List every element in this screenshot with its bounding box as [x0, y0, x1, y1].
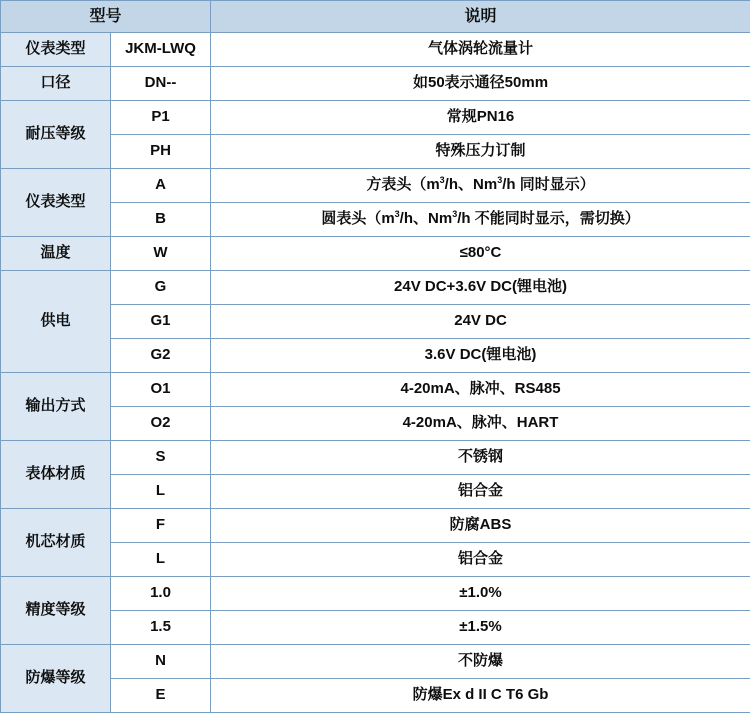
row-description: 3.6V DC(锂电池) — [211, 339, 750, 373]
table-row — [1, 577, 750, 611]
row-label: 表体材质 — [1, 441, 111, 509]
row-label: 耐压等级 — [1, 101, 111, 169]
row-label: 供电 — [1, 271, 111, 373]
row-code: O1 — [111, 373, 211, 407]
row-description: 圆表头（$m^3/h$、Nm$^3$/h 不能同时显示，需切换） — [211, 203, 750, 237]
row-code: 1.5 — [111, 611, 211, 645]
row-description: ±1.5% — [211, 611, 750, 645]
row-description: ±1.0% — [211, 577, 750, 611]
row-code: DN-- — [111, 67, 211, 101]
table-row — [1, 645, 750, 679]
row-label: 精度等级 — [1, 577, 111, 645]
table-row — [1, 441, 750, 475]
table-row — [1, 509, 750, 543]
table-row — [1, 33, 750, 67]
table-row — [1, 543, 750, 577]
row-label: 仪表类型 — [1, 33, 111, 67]
row-code: E — [111, 679, 211, 713]
table-row — [1, 101, 750, 135]
row-code: A — [111, 169, 211, 203]
table-row — [1, 611, 750, 645]
row-description: 4-20mA、脉冲、RS485 — [211, 373, 750, 407]
table-row — [1, 679, 750, 713]
row-description: 防腐ABS — [211, 509, 750, 543]
table-row — [1, 203, 750, 237]
table-row — [1, 373, 750, 407]
table-header-row — [1, 1, 750, 33]
row-description: 铝合金 — [211, 543, 750, 577]
row-label: 温度 — [1, 237, 111, 271]
row-description: 4-20mA、脉冲、HART — [211, 407, 750, 441]
table-row — [1, 67, 750, 101]
row-code: L — [111, 475, 211, 509]
row-description: 铝合金 — [211, 475, 750, 509]
row-code: 1.0 — [111, 577, 211, 611]
table-row — [1, 305, 750, 339]
row-description: 方表头（$m^3/h$、Nm$^3$/h 同时显示） — [211, 169, 750, 203]
row-code: B — [111, 203, 211, 237]
row-description: 不锈钢 — [211, 441, 750, 475]
row-code: G — [111, 271, 211, 305]
table-row — [1, 169, 750, 203]
row-code: W — [111, 237, 211, 271]
table-row — [1, 339, 750, 373]
row-description: ≤80°C — [211, 237, 750, 271]
table-body — [1, 33, 750, 713]
row-code: G2 — [111, 339, 211, 373]
table-row — [1, 475, 750, 509]
table-row — [1, 407, 750, 441]
table-header — [1, 1, 750, 33]
row-code: N — [111, 645, 211, 679]
row-description: 24V DC — [211, 305, 750, 339]
row-label: 仪表类型 — [1, 169, 111, 237]
row-code: F — [111, 509, 211, 543]
row-code: S — [111, 441, 211, 475]
row-label: 防爆等级 — [1, 645, 111, 713]
row-description: 特殊压力订制 — [211, 135, 750, 169]
row-code: P1 — [111, 101, 211, 135]
header-cell-model: 型号 — [1, 1, 211, 33]
table-row — [1, 271, 750, 305]
row-description: 防爆Ex d II C T6 Gb — [211, 679, 750, 713]
row-code: L — [111, 543, 211, 577]
row-code: O2 — [111, 407, 211, 441]
row-label: 机芯材质 — [1, 509, 111, 577]
row-description: 常规PN16 — [211, 101, 750, 135]
row-code: JKM-LWQ — [111, 33, 211, 67]
row-label: 口径 — [1, 67, 111, 101]
row-label: 输出方式 — [1, 373, 111, 441]
header-cell-description: 说明 — [211, 1, 750, 33]
row-code: PH — [111, 135, 211, 169]
row-description: 气体涡轮流量计 — [211, 33, 750, 67]
row-description: 24V DC+3.6V DC(锂电池) — [211, 271, 750, 305]
row-description: 如50表示通径50mm — [211, 67, 750, 101]
table-row — [1, 237, 750, 271]
table-row — [1, 135, 750, 169]
row-description: 不防爆 — [211, 645, 750, 679]
row-code: G1 — [111, 305, 211, 339]
